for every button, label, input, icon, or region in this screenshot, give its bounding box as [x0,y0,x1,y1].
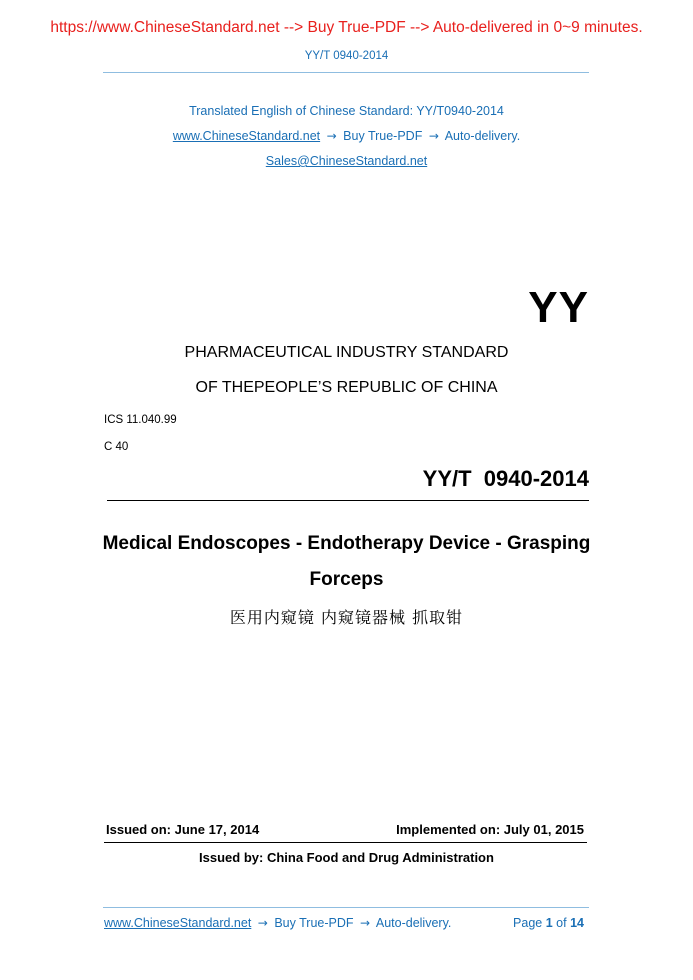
footer-divider [103,907,589,908]
arrow-right-icon: → [257,916,268,930]
running-header-code: YY/T 0940-2014 [304,50,389,62]
ics-code: ICS 11.040.99 [104,414,177,426]
implemented-on-date: Implemented on: July 01, 2015 [396,822,584,837]
page-total: 14 [570,916,584,930]
sales-email-link[interactable]: Sales@ChineseStandard.net [265,154,428,168]
footer-delivery-text: Auto-delivery. [375,916,452,930]
email-line [0,154,693,168]
arrow-right-icon: → [326,129,337,143]
document-title-line-1: Medical Endoscopes - Endotherapy Device - Grasping [102,533,591,554]
dates-divider [104,842,587,843]
standard-title-line-2: OF THEPEOPLE’S REPUBLIC OF CHINA [195,379,498,396]
document-title-chinese: 医用内窥镜 内窥镜器械 抓取钳 [229,608,464,627]
promo-banner[interactable]: https://www.ChineseStandard.net --> Buy True-PDF --> Auto-delivered in 0~9 minutes. [50,19,643,36]
standard-title-line-1: PHARMACEUTICAL INDUSTRY STANDARD [184,344,509,361]
page-of: of [556,916,567,930]
footer-links [104,916,451,930]
auto-delivery-text: Auto-delivery. [444,129,521,143]
standard-number: YY/T 0940-2014 [422,466,589,491]
ccs-code: C 40 [104,441,129,453]
issued-on-date: Issued on: June 17, 2014 [106,822,260,837]
arrow-right-icon: → [360,916,371,930]
arrow-right-icon: → [428,129,439,143]
page-indicator [513,916,584,930]
footer-buy-text: Buy True-PDF [274,916,354,930]
buy-pdf-text: Buy True-PDF [343,129,423,143]
translation-links [0,129,693,143]
issuing-authority: Issued by: China Food and Drug Administration [199,850,494,865]
page-label: Page [513,916,543,930]
site-link[interactable]: www.ChineseStandard.net [172,129,321,143]
document-title-line-2: Forceps [309,569,384,590]
header-divider [103,72,589,73]
translation-notice: Translated English of Chinese Standard: YY/T0940-2014 [189,104,504,118]
number-divider [107,500,589,501]
page-current: 1 [545,916,553,930]
category-mark: YY [528,283,589,332]
footer-site-link[interactable]: www.ChineseStandard.net [104,916,252,930]
